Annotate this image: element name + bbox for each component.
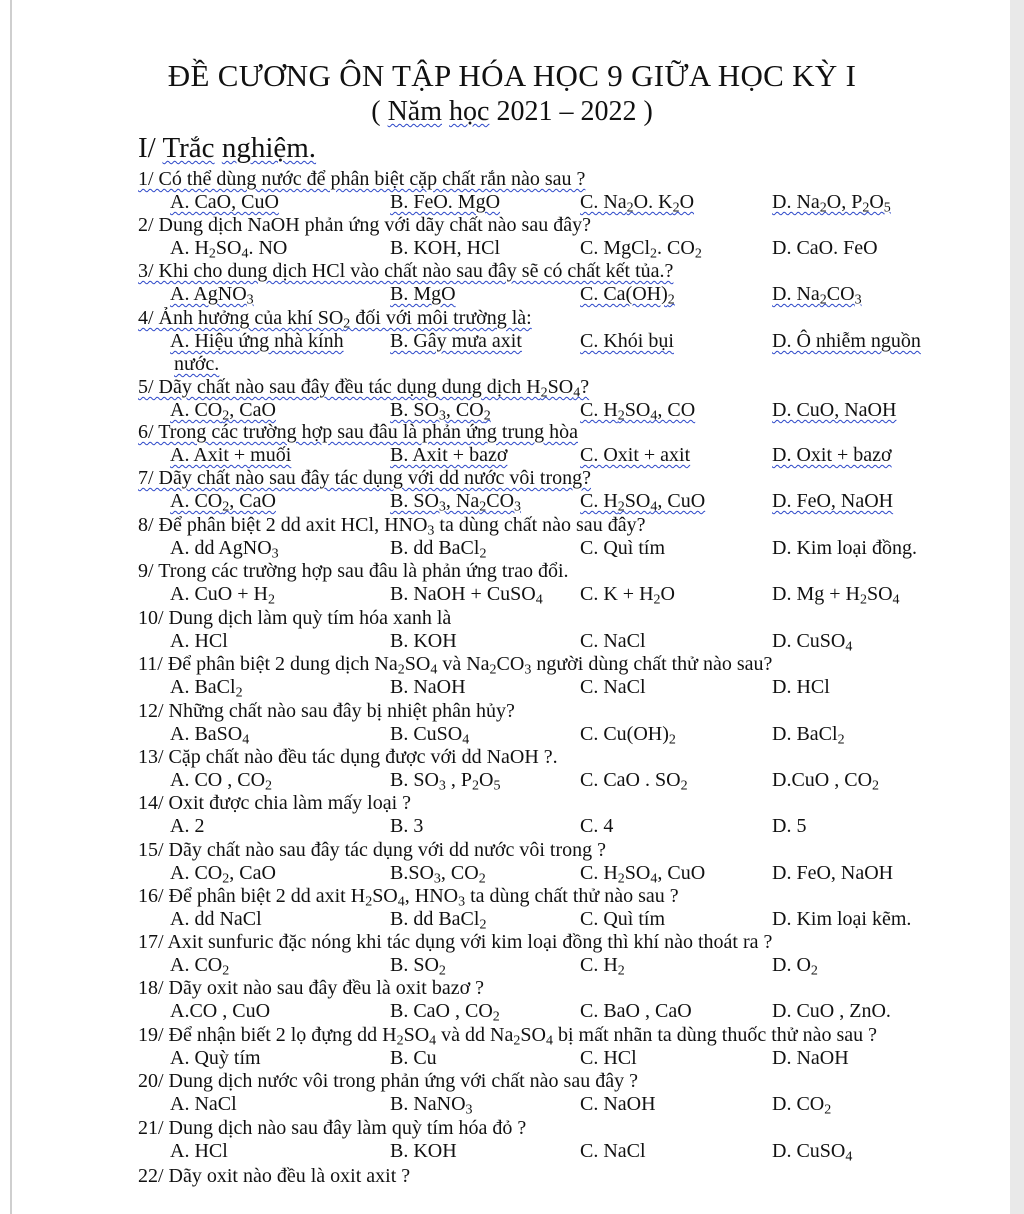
subtitle-rest: 2021 – 2022 ) <box>489 96 653 127</box>
answer-option-c: C. $H_2SO_4$, CuO <box>580 490 706 515</box>
answer-option-d: D. HCl <box>772 676 830 698</box>
answer-option-b: B. $SO_2$ <box>390 954 446 979</box>
answer-option-a: A. dd AgNO$_3$ <box>170 537 279 562</box>
subtitle-word-hoc: học <box>449 96 490 127</box>
answer-option-d: D. $CO_2$ <box>772 1093 832 1118</box>
answer-option-c: C. $H_2SO_4$, CO <box>580 399 696 424</box>
answer-option-d: D. CuO , ZnO. <box>772 1000 891 1022</box>
question-text: 10/ Dung dịch làm quỳ tím hóa xanh là <box>138 607 452 629</box>
answer-option-c: C. BaO , CaO <box>580 1000 692 1022</box>
answer-option-d: D. FeO, NaOH <box>772 490 894 512</box>
answer-option-b: B. Axit + bazơ <box>390 444 508 466</box>
answer-option-b: B. NaOH + CuSO$_4$ <box>390 583 543 608</box>
answer-option-d: D. CuO, NaOH <box>772 399 897 421</box>
answer-option-a: A. HCl <box>170 630 228 652</box>
question-text: 5/ Dãy chất nào sau đây đều tác dụng dung dịch $H_2SO_4$? <box>138 376 590 401</box>
answer-option-c: C. NaOH <box>580 1093 656 1115</box>
answer-option-a: A. BaSO$_4$ <box>170 723 250 748</box>
answer-option-c: C. 4 <box>580 815 614 837</box>
answer-option-d: D. CuSO$_4$ <box>772 630 853 655</box>
answer-option-a: A. dd NaCl <box>170 908 262 930</box>
answer-option-c: C. Quì tím <box>580 537 666 559</box>
question-text: 3/ Khi cho dung dịch HCl vào chất nào sau đây sẽ có chất kết tủa.? <box>138 260 674 282</box>
answer-option-c: C. $H_2SO_4$, CuO <box>580 862 706 887</box>
answer-option-b: B. MgO <box>390 283 456 305</box>
answer-option-b: B. NaOH <box>390 676 466 698</box>
answer-option-a: A. Quỳ tím <box>170 1047 261 1069</box>
answer-option-a: A. $CO_2$, CaO <box>170 490 276 515</box>
question-text: 15/ Dãy chất nào sau đây tác dụng với dd nước vôi trong ? <box>138 839 606 861</box>
question-text: 9/ Trong các trường hợp sau đâu là phản ứng trao đổi. <box>138 560 569 582</box>
answer-option-d: D. $Na_2CO_3$ <box>772 283 862 308</box>
answer-option-a: A. AgNO$_3$ <box>170 283 254 308</box>
school-year-subtitle <box>0 96 1024 128</box>
answer-option-c: C. HCl <box>580 1047 637 1069</box>
answer-option-b: B. $SO_3$ , $P_2O_5$ <box>390 769 501 794</box>
answer-option-c: C. NaCl <box>580 630 646 652</box>
answer-option-a: A. $CO_2$, CaO <box>170 399 276 424</box>
question-text: 7/ Dãy chất nào sau đây tác dụng với dd nước vôi trong? <box>138 467 591 489</box>
answer-option-b: B. NaNO$_3$ <box>390 1093 473 1118</box>
answer-option-d: D. $Mg + H_2SO_4$ <box>772 583 900 608</box>
answer-option-c: C. Oxit + axit <box>580 444 691 466</box>
answer-option-b: B. dd BaCl$_2$ <box>390 908 487 933</box>
question-text: 14/ Oxit được chia làm mấy loại ? <box>138 792 412 814</box>
answer-option-a: A. 2 <box>170 815 205 837</box>
answer-option-c: C. $Cu(OH)_2$ <box>580 723 676 748</box>
answer-option-d: D. FeO, NaOH <box>772 862 894 884</box>
answer-option-a: A. Hiệu ứng nhà kính <box>170 330 344 352</box>
answer-option-a: A. CO , $CO_2$ <box>170 769 273 794</box>
answer-option-b: B. CuSO$_4$ <box>390 723 470 748</box>
answer-option-c: C. MgCl$_2$. $CO_2$ <box>580 237 702 262</box>
answer-option-a: A. NaCl <box>170 1093 237 1115</box>
answer-option-b: B. KOH, HCl <box>390 237 501 259</box>
answer-option-b: B. dd BaCl$_2$ <box>390 537 487 562</box>
answer-option-d: D. NaOH <box>772 1047 849 1069</box>
subtitle-word-nam: Năm <box>387 96 442 127</box>
answer-option-c: C. $H_2$ <box>580 954 625 979</box>
section-prefix: I/ <box>138 132 163 164</box>
answer-option-a: A.CO , CuO <box>170 1000 271 1022</box>
section-word-2: nghiệm. <box>221 132 317 164</box>
answer-option-b: B. $SO_3$, $Na_2CO_3$ <box>390 490 522 515</box>
answer-option-a: A. $CO_2$, CaO <box>170 862 276 887</box>
answer-option-c: C. NaCl <box>580 676 646 698</box>
answer-option-b: B. Gây mưa axit <box>390 330 522 352</box>
page-edge-line <box>10 0 12 1214</box>
answer-option-d: D. CaO. FeO <box>772 237 878 259</box>
answer-option-c: C. $K + H_2O$ <box>580 583 675 608</box>
section-word-1: Trắc <box>162 132 215 164</box>
question-text: 12/ Những chất nào sau đây bị nhiệt phân hủy? <box>138 700 515 722</box>
question-text: 19/ Để nhận biết 2 lọ đựng dd $H_2SO_4$ và dd $Na_2SO_4$ bị mất nhãn ta dùng thuốc thử nào sau ? <box>138 1024 878 1049</box>
answer-option-d: D. Ô nhiễm nguồn <box>772 330 921 352</box>
answer-option-a: A. Axit + muối <box>170 444 292 466</box>
answer-option-a: A. CuO + $H_2$ <box>170 583 275 608</box>
question-text: 1/ Có thể dùng nước để phân biệt cặp chất rắn nào sau ? <box>138 168 586 190</box>
answer-option-d: D. $Na_2O$, $P_2O_5$ <box>772 191 891 216</box>
answer-option-c: C. $Ca(OH)_2$ <box>580 283 675 308</box>
question-text: 17/ Axit sunfuric đặc nóng khi tác dụng với kim loại đồng thì khí nào thoát ra ? <box>138 931 773 953</box>
answer-option-d: D.CuO , $CO_2$ <box>772 769 880 794</box>
question-text: 2/ Dung dịch NaOH phản ứng với dãy chất nào sau đây? <box>138 214 591 236</box>
answer-option-d: D. Oxit + bazơ <box>772 444 892 466</box>
question-text: 4/ Ảnh hưởng của khí $SO_2$ đối với môi trường là: <box>138 307 532 332</box>
answer-option-b: B. Cu <box>390 1047 437 1069</box>
answer-option-a: A. $H_2SO_4$. NO <box>170 237 288 262</box>
question-text: 13/ Cặp chất nào đều tác dụng được với dd NaOH ?. <box>138 746 558 768</box>
answer-option-b: B. CaO , $CO_2$ <box>390 1000 500 1025</box>
answer-option-d: D. 5 <box>772 815 807 837</box>
answer-option-a: A. $CO_2$ <box>170 954 230 979</box>
answer-option-a: A. HCl <box>170 1140 228 1162</box>
question-text: 18/ Dãy oxit nào sau đây đều là oxit bazơ ? <box>138 977 485 999</box>
question-text: 16/ Để phân biệt 2 dd axit $H_2SO_4$, $HNO_3$ ta dùng chất thử nào sau ? <box>138 885 679 910</box>
answer-option-d: D. BaCl$_2$ <box>772 723 845 748</box>
answer-option-b: $B.SO_3$, $CO_2$ <box>390 862 486 887</box>
answer-option-d: D. $O_2$ <box>772 954 818 979</box>
answer-option-d: D. Kim loại kẽm. <box>772 908 912 930</box>
answer-option-b: B. FeO. MgO <box>390 191 501 213</box>
answer-option-c: C. NaCl <box>580 1140 646 1162</box>
question-text: 8/ Để phân biệt 2 dd axit HCl, $HNO_3$ ta dùng chất nào sau đây? <box>138 514 646 539</box>
answer-option-d: D. CuSO$_4$ <box>772 1140 853 1165</box>
answer-option-b: B. KOH <box>390 1140 457 1162</box>
question-text: 21/ Dung dịch nào sau đây làm quỳ tím hóa đỏ ? <box>138 1117 527 1139</box>
question-text: 20/ Dung dịch nước vôi trong phản ứng với chất nào sau đây ? <box>138 1070 638 1092</box>
answer-option-b: B. 3 <box>390 815 424 837</box>
answer-option-c: C. Khói bụi <box>580 330 674 352</box>
option-continuation: nước. <box>174 353 220 375</box>
answer-option-d: D. Kim loại đồng. <box>772 537 917 559</box>
answer-option-c: C. Quì tím <box>580 908 666 930</box>
question-text: 22/ Dãy oxit nào đều là oxit axit ? <box>138 1165 411 1187</box>
section-heading <box>138 132 316 165</box>
subtitle-open: ( <box>371 96 388 127</box>
answer-option-b: B. KOH <box>390 630 457 652</box>
answer-option-b: B. $SO_3$, $CO_2$ <box>390 399 491 424</box>
answer-option-a: A. CaO, CuO <box>170 191 279 213</box>
page-title: ĐỀ CƯƠNG ÔN TẬP HÓA HỌC 9 GIỮA HỌC KỲ I <box>167 58 857 93</box>
answer-option-a: A. BaCl$_2$ <box>170 676 243 701</box>
answer-option-c: C. $Na_2O$. $K_2O$ <box>580 191 695 216</box>
answer-option-c: C. CaO . $SO_2$ <box>580 769 688 794</box>
question-text: 6/ Trong các trường hợp sau đâu là phản ứng trung hòa <box>138 421 578 443</box>
question-text: 11/ Để phân biệt 2 dung dịch $Na_2SO_4$ và $Na_2CO_3$ người dùng chất thử nào sau? <box>138 653 773 678</box>
